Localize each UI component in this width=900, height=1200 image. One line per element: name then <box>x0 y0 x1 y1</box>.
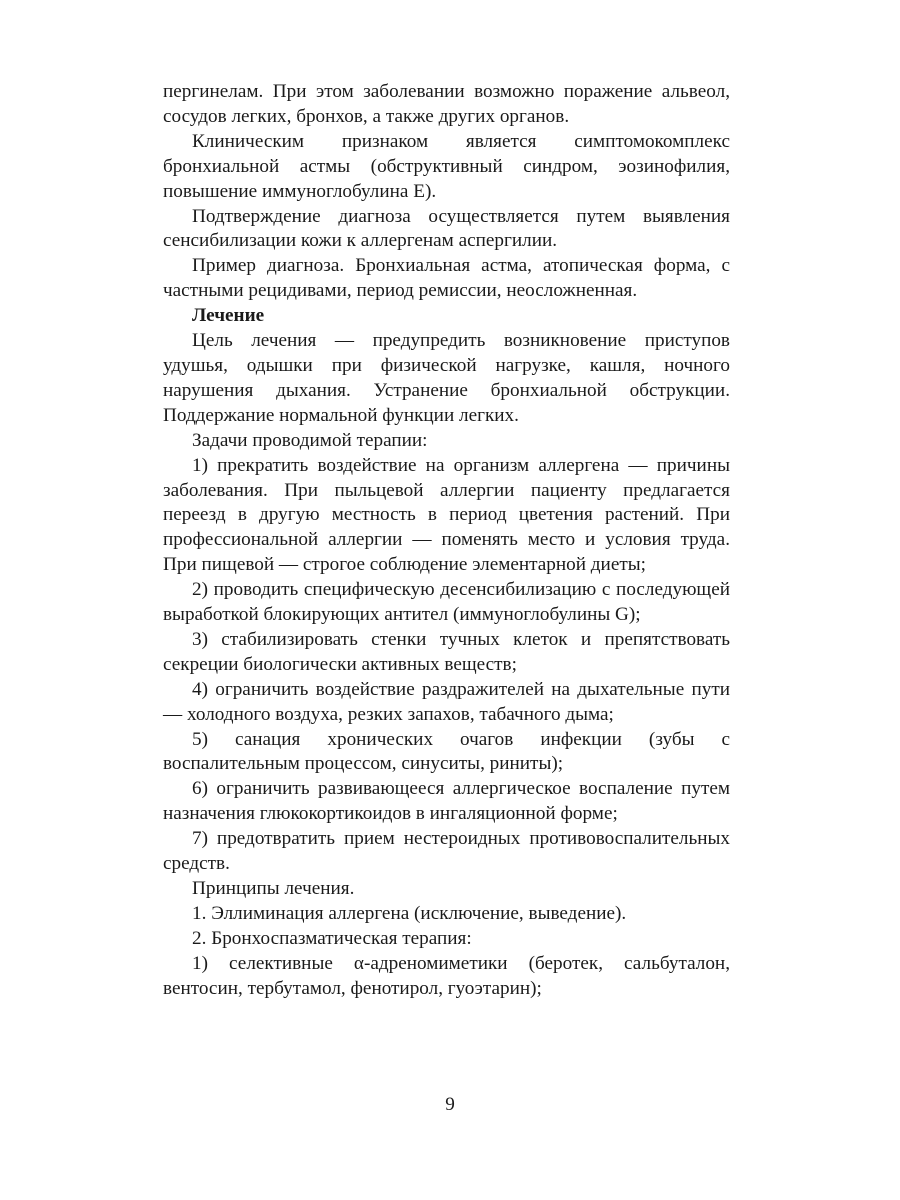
list-item-principle-1: 1. Эллиминация аллергена (исключение, выведение). <box>192 902 627 924</box>
paragraph-treatment-principles: Принципы лечения. <box>192 878 355 899</box>
list-item-task-7: 7) предотвратить прием нестероидных противовоспалительных средств. <box>163 828 730 875</box>
paragraph-diagnosis-example: Пример диагноза. Бронхиальная астма, атопическая форма, с частными рецидивами, период ремиссии, неосложненная. <box>163 255 730 302</box>
list-item-task-4: 4) ограничить воздействие раздражителей на дыхательные пути — холодного воздуха, резких запахов, табачного дыма; <box>163 678 730 725</box>
paragraph-clinical-signs: Клиническим признаком является симптомокомплекс бронхиальной астмы (обструктивный синдром, эозинофилия, повышение иммуноглобулина E). <box>163 130 730 202</box>
list-item-task-1: 1) прекратить воздействие на организм аллергена — причины заболевания. При пыльцевой аллергии пациенту предлагается переезд в другую местность в период цветения растений. При профессиональной аллергии — поменять место и условия труда. При пищевой — строгое соблюдение элементарной диеты; <box>163 454 730 576</box>
list-item-task-3: 3) стабилизировать стенки тучных клеток и препятствовать секреции биологически активных веществ; <box>163 628 730 675</box>
list-item-principle-2: 2. Бронхоспазматическая терапия: <box>192 927 472 949</box>
list-item-task-2: 2) проводить специфическую десенсибилизацию с последующей выработкой блокирующих антител (иммуноглобулины G); <box>163 579 730 626</box>
paragraph-continuation: пергинелам. При этом заболевании возможно поражение альвеол, сосудов легких, бронхов, а также других органов. <box>163 81 730 127</box>
body-text <box>163 80 730 1002</box>
paragraph-therapy-tasks: Задачи проводимой терапии: <box>192 429 428 451</box>
list-item-task-5: 5) санация хронических очагов инфекции (зубы с воспалительным процессом, синуситы, риниты); <box>163 728 730 775</box>
section-heading-treatment: Лечение <box>192 305 265 327</box>
paragraph-diagnosis-confirmation: Подтверждение диагноза осуществляется путем выявления сенсибилизации кожи к аллергенам аспергилии. <box>163 205 730 252</box>
page-number: 9 <box>445 1094 455 1115</box>
list-item-task-6: 6) ограничить развивающееся аллергическое воспаление путем назначения глюкокортикоидов в ингаляционной форме; <box>163 778 730 825</box>
paragraph-treatment-goal: Цель лечения — предупредить возникновение приступов удушья, одышки при физической нагрузке, кашля, ночного нарушения дыхания. Устранение бронхиальной обструкции. Поддержание нормальной функции легких. <box>163 330 730 426</box>
list-item-subitem-1: 1) селективные α-адреномиметики (беротек, сальбуталон, вентосин, тербутамол, фенотирол, гуоэтарин); <box>163 952 730 999</box>
